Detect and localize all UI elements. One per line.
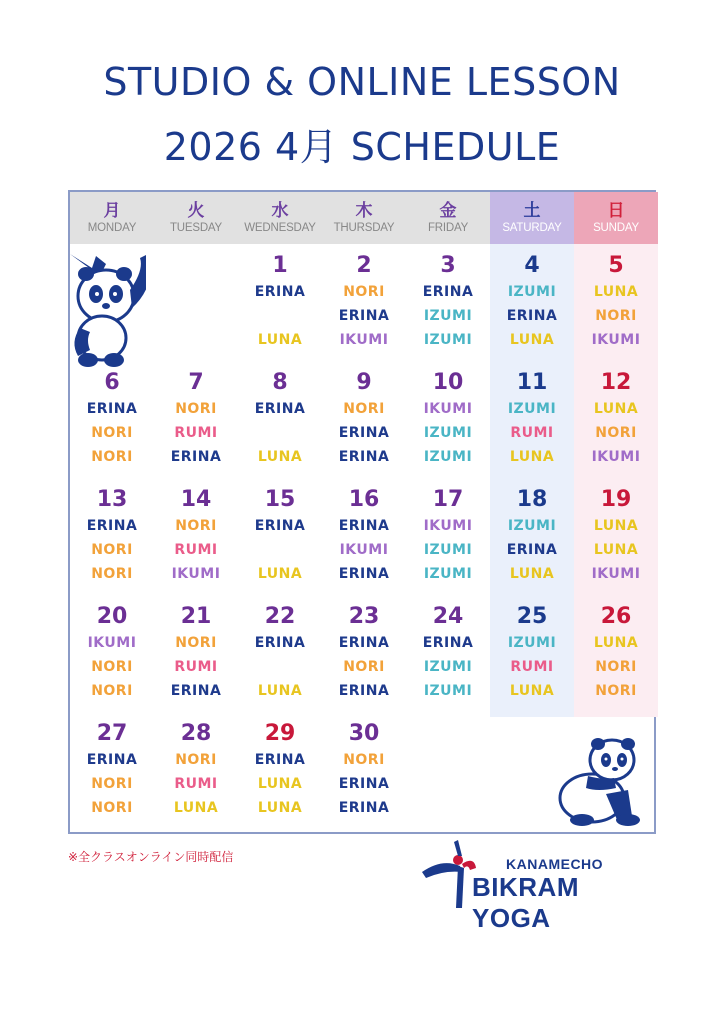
day-number: 2 bbox=[356, 253, 372, 278]
calendar-day-2 bbox=[322, 252, 406, 368]
instructor-slot: ERINA bbox=[170, 449, 222, 465]
day-number: 10 bbox=[432, 370, 464, 395]
calendar-day-18 bbox=[490, 486, 574, 602]
instructor-slot: NORI bbox=[343, 401, 385, 417]
instructor-slot: LUNA bbox=[173, 800, 219, 816]
day-number: 23 bbox=[348, 604, 380, 629]
day-number: 3 bbox=[440, 253, 456, 278]
instructor-slot: IKUMI bbox=[339, 332, 389, 348]
calendar-day-4 bbox=[490, 252, 574, 368]
instructor-slot: IZUMI bbox=[423, 683, 473, 699]
weekday-header-saturday bbox=[490, 192, 574, 244]
instructor-slot: ERINA bbox=[338, 683, 390, 699]
instructor-slot: LUNA bbox=[257, 332, 303, 348]
instructor-slot: IKUMI bbox=[591, 566, 641, 582]
calendar-day-26 bbox=[574, 603, 658, 719]
instructor-slot: ERINA bbox=[254, 284, 306, 300]
instructor-slot: ERINA bbox=[170, 683, 222, 699]
instructor-slot bbox=[238, 421, 322, 445]
day-number: 28 bbox=[180, 721, 212, 746]
day-number: 16 bbox=[348, 487, 380, 512]
day-number: 27 bbox=[96, 721, 128, 746]
weekday-kanji: 木 bbox=[355, 201, 373, 221]
calendar-day-5 bbox=[574, 252, 658, 368]
weekday-kanji: 日 bbox=[607, 201, 625, 221]
instructor-slot: ERINA bbox=[338, 776, 390, 792]
calendar-day-1 bbox=[238, 252, 322, 368]
calendar-day-17 bbox=[406, 486, 490, 602]
instructor-slot: NORI bbox=[595, 308, 637, 324]
day-number: 8 bbox=[272, 370, 288, 395]
weekday-name: WEDNESDAY bbox=[244, 222, 316, 234]
instructor-slot: NORI bbox=[175, 518, 217, 534]
calendar-day-24 bbox=[406, 603, 490, 719]
instructor-slot: RUMI bbox=[174, 425, 218, 441]
day-number: 21 bbox=[180, 604, 212, 629]
day-number: 13 bbox=[96, 487, 128, 512]
calendar-day-30 bbox=[322, 720, 406, 836]
page-subtitle: 2026 4月 SCHEDULE bbox=[163, 125, 561, 169]
instructor-slot: IZUMI bbox=[507, 401, 557, 417]
weekday-name: FRIDAY bbox=[427, 222, 469, 234]
day-number: 24 bbox=[432, 604, 464, 629]
calendar-day-10 bbox=[406, 369, 490, 485]
calendar-day-20 bbox=[70, 603, 154, 719]
calendar-day-11 bbox=[490, 369, 574, 485]
calendar-day-7 bbox=[154, 369, 238, 485]
instructor-slot: IKUMI bbox=[591, 332, 641, 348]
instructor-slot: NORI bbox=[175, 752, 217, 768]
instructor-slot: LUNA bbox=[509, 332, 555, 348]
weekday-name: TUESDAY bbox=[169, 222, 223, 234]
instructor-slot: NORI bbox=[91, 542, 133, 558]
instructor-slot: IKUMI bbox=[339, 542, 389, 558]
instructor-slot: ERINA bbox=[506, 542, 558, 558]
instructor-slot: NORI bbox=[91, 449, 133, 465]
day-number: 20 bbox=[96, 604, 128, 629]
logo-subtitle: KANAMECHO bbox=[506, 856, 604, 872]
instructor-slot: LUNA bbox=[593, 635, 639, 651]
weekday-name: SATURDAY bbox=[502, 222, 562, 234]
instructor-slot: NORI bbox=[175, 401, 217, 417]
instructor-slot: LUNA bbox=[257, 449, 303, 465]
weekday-kanji: 月 bbox=[103, 201, 121, 221]
calendar-day-27 bbox=[70, 720, 154, 836]
day-number: 25 bbox=[516, 604, 548, 629]
weekday-header-monday bbox=[70, 192, 154, 244]
instructor-slot: ERINA bbox=[338, 308, 390, 324]
panda-waving-icon bbox=[66, 250, 146, 368]
day-number: 30 bbox=[348, 721, 380, 746]
instructor-slot: IZUMI bbox=[507, 284, 557, 300]
day-number: 22 bbox=[264, 604, 296, 629]
instructor-slot: IZUMI bbox=[507, 635, 557, 651]
instructor-slot: RUMI bbox=[174, 659, 218, 675]
calendar-day-29 bbox=[238, 720, 322, 836]
instructor-slot: ERINA bbox=[338, 635, 390, 651]
weekday-header-tuesday bbox=[154, 192, 238, 244]
instructor-slot: ERINA bbox=[338, 800, 390, 816]
instructor-slot: ERINA bbox=[254, 752, 306, 768]
calendar-day-3 bbox=[406, 252, 490, 368]
instructor-slot: NORI bbox=[91, 800, 133, 816]
weekday-header-sunday bbox=[574, 192, 658, 244]
calendar-day-15 bbox=[238, 486, 322, 602]
instructor-slot: NORI bbox=[595, 683, 637, 699]
instructor-slot: IKUMI bbox=[171, 566, 221, 582]
instructor-slot: NORI bbox=[91, 683, 133, 699]
weekday-kanji: 土 bbox=[523, 201, 541, 221]
instructor-slot: ERINA bbox=[338, 425, 390, 441]
instructor-slot: IKUMI bbox=[87, 635, 137, 651]
instructor-slot: IZUMI bbox=[423, 425, 473, 441]
weekday-kanji: 水 bbox=[271, 201, 289, 221]
instructor-slot: ERINA bbox=[338, 449, 390, 465]
instructor-slot: ERINA bbox=[86, 518, 138, 534]
instructor-slot: ERINA bbox=[506, 308, 558, 324]
instructor-slot: LUNA bbox=[593, 518, 639, 534]
weekday-kanji: 火 bbox=[187, 201, 205, 221]
instructor-slot bbox=[238, 304, 322, 328]
instructor-slot: LUNA bbox=[593, 542, 639, 558]
instructor-slot: IZUMI bbox=[423, 332, 473, 348]
instructor-slot: LUNA bbox=[257, 776, 303, 792]
instructor-slot: NORI bbox=[343, 284, 385, 300]
day-number: 5 bbox=[608, 253, 624, 278]
weekday-header-friday bbox=[406, 192, 490, 244]
calendar-day-13 bbox=[70, 486, 154, 602]
day-number: 12 bbox=[600, 370, 632, 395]
instructor-slot: RUMI bbox=[174, 542, 218, 558]
instructor-slot: ERINA bbox=[422, 284, 474, 300]
instructor-slot: LUNA bbox=[593, 401, 639, 417]
instructor-slot: ERINA bbox=[422, 635, 474, 651]
calendar-day-12 bbox=[574, 369, 658, 485]
instructor-slot: IZUMI bbox=[423, 449, 473, 465]
calendar-grid bbox=[68, 190, 656, 834]
instructor-slot: ERINA bbox=[254, 518, 306, 534]
instructor-slot: NORI bbox=[91, 776, 133, 792]
calendar-day-16 bbox=[322, 486, 406, 602]
weekday-header-thursday bbox=[322, 192, 406, 244]
day-number: 9 bbox=[356, 370, 372, 395]
yoga-pose-logo-icon bbox=[418, 838, 478, 910]
calendar-day-25 bbox=[490, 603, 574, 719]
instructor-slot: ERINA bbox=[86, 401, 138, 417]
instructor-slot: NORI bbox=[595, 659, 637, 675]
page-title: STUDIO & ONLINE LESSON bbox=[103, 60, 621, 104]
instructor-slot bbox=[238, 538, 322, 562]
instructor-slot: LUNA bbox=[257, 566, 303, 582]
instructor-slot: IZUMI bbox=[423, 566, 473, 582]
calendar-day-23 bbox=[322, 603, 406, 719]
day-number: 17 bbox=[432, 487, 464, 512]
instructor-slot: IKUMI bbox=[423, 518, 473, 534]
instructor-slot: NORI bbox=[91, 566, 133, 582]
instructor-slot: IZUMI bbox=[507, 518, 557, 534]
instructor-slot: IKUMI bbox=[423, 401, 473, 417]
studio-logo bbox=[418, 838, 658, 933]
day-number: 15 bbox=[264, 487, 296, 512]
day-number: 19 bbox=[600, 487, 632, 512]
day-number: 26 bbox=[600, 604, 632, 629]
instructor-slot: IZUMI bbox=[423, 659, 473, 675]
instructor-slot: ERINA bbox=[338, 566, 390, 582]
day-number: 1 bbox=[272, 253, 288, 278]
calendar-day-19 bbox=[574, 486, 658, 602]
instructor-slot: NORI bbox=[175, 635, 217, 651]
day-number: 29 bbox=[264, 721, 296, 746]
calendar-day-14 bbox=[154, 486, 238, 602]
weekday-name: MONDAY bbox=[87, 222, 137, 234]
instructor-slot: ERINA bbox=[86, 752, 138, 768]
day-number: 4 bbox=[524, 253, 540, 278]
calendar-day-21 bbox=[154, 603, 238, 719]
instructor-slot: ERINA bbox=[254, 401, 306, 417]
instructor-slot: NORI bbox=[91, 425, 133, 441]
instructor-slot: LUNA bbox=[593, 284, 639, 300]
instructor-slot: NORI bbox=[91, 659, 133, 675]
logo-title: BIKRAM YOGA bbox=[472, 872, 579, 933]
calendar-day-22 bbox=[238, 603, 322, 719]
instructor-slot: ERINA bbox=[338, 518, 390, 534]
instructor-slot: LUNA bbox=[509, 566, 555, 582]
online-note: ※全クラスオンライン同時配信 bbox=[68, 850, 234, 864]
instructor-slot: NORI bbox=[343, 659, 385, 675]
panda-stretching-icon bbox=[558, 736, 648, 828]
day-number: 6 bbox=[104, 370, 120, 395]
instructor-slot: LUNA bbox=[257, 683, 303, 699]
day-number: 14 bbox=[180, 487, 212, 512]
weekday-kanji: 金 bbox=[439, 201, 457, 221]
weekday-name: THURSDAY bbox=[333, 222, 395, 234]
weekday-name: SUNDAY bbox=[593, 222, 639, 234]
instructor-slot: RUMI bbox=[510, 425, 554, 441]
instructor-slot: LUNA bbox=[509, 683, 555, 699]
weekday-header-wednesday bbox=[238, 192, 322, 244]
instructor-slot: IKUMI bbox=[591, 449, 641, 465]
calendar-day-8 bbox=[238, 369, 322, 485]
instructor-slot: IZUMI bbox=[423, 542, 473, 558]
day-number: 11 bbox=[516, 370, 548, 395]
day-number: 18 bbox=[516, 487, 548, 512]
instructor-slot: NORI bbox=[595, 425, 637, 441]
instructor-slot: LUNA bbox=[257, 800, 303, 816]
instructor-slot: NORI bbox=[343, 752, 385, 768]
instructor-slot: ERINA bbox=[254, 635, 306, 651]
instructor-slot: RUMI bbox=[174, 776, 218, 792]
instructor-slot bbox=[238, 655, 322, 679]
instructor-slot: RUMI bbox=[510, 659, 554, 675]
day-number: 7 bbox=[188, 370, 204, 395]
calendar-day-28 bbox=[154, 720, 238, 836]
instructor-slot: IZUMI bbox=[423, 308, 473, 324]
instructor-slot: LUNA bbox=[509, 449, 555, 465]
calendar-day-6 bbox=[70, 369, 154, 485]
calendar-day-9 bbox=[322, 369, 406, 485]
